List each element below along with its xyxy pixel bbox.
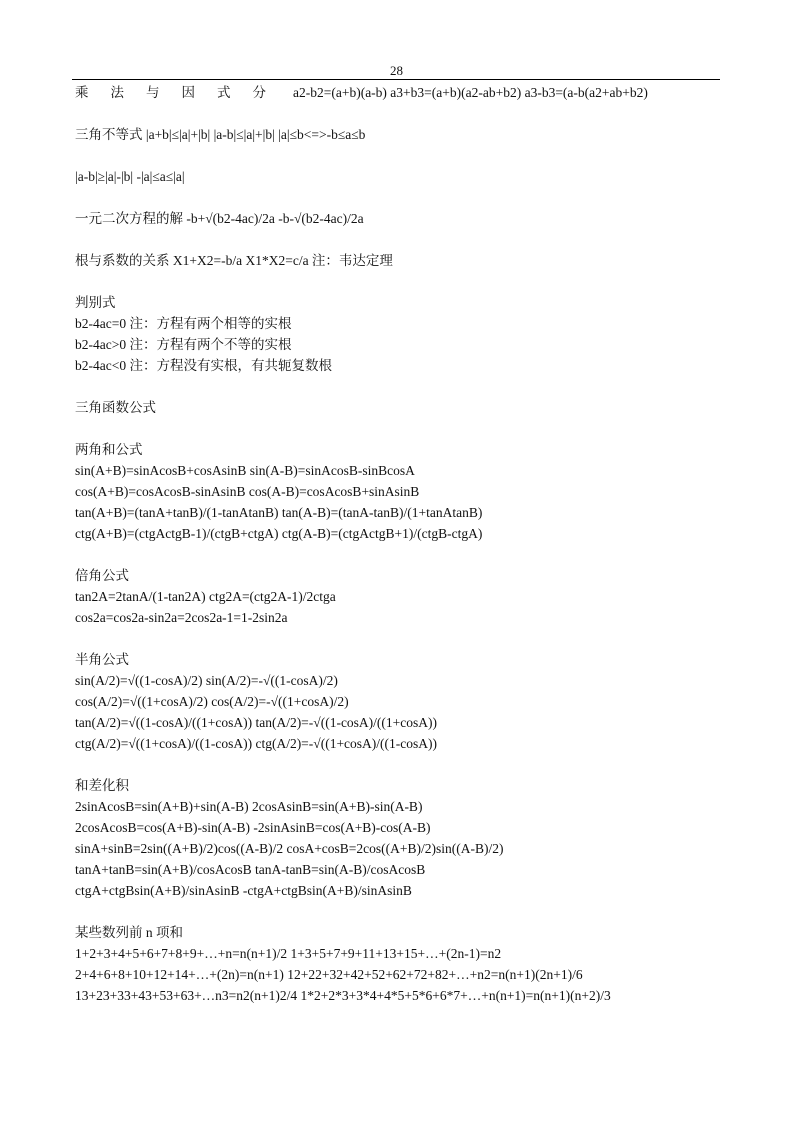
sum-to-product-2: 2cosAcosB=cos(A+B)-sin(A-B) -2sinAsinB=cos(A+B)-cos(A-B) bbox=[75, 820, 431, 835]
document-body bbox=[75, 82, 735, 1006]
sum-formula-tan: tan(A+B)=(tanA+tanB)/(1-tanAtanB) tan(A-B)=(tanA-tanB)/(1+tanAtanB) bbox=[75, 505, 483, 520]
sum-to-product-4: tanA+tanB=sin(A+B)/cosAcosB tanA-tanB=sin(A-B)/cosAcosB bbox=[75, 862, 426, 877]
series-sum-3: 13+23+33+43+53+63+…n3=n2(n+1)2/4 1*2+2*3+3*4+4*5+5*6+6*7+…+n(n+1)=n(n+1)(n+2)/3 bbox=[75, 988, 611, 1003]
quadratic-solution-line: 一元二次方程的解 -b+√(b2-4ac)/2a -b-√(b2-4ac)/2a bbox=[75, 211, 364, 226]
half-angle-heading: 半角公式 bbox=[75, 652, 129, 667]
double-angle-heading: 倍角公式 bbox=[75, 568, 129, 583]
discriminant-zero-line: b2-4ac=0 注：方程有两个相等的实根 bbox=[75, 316, 292, 331]
factorization-heading: 乘法与因式分 bbox=[75, 85, 288, 100]
header-rule bbox=[72, 79, 720, 80]
half-angle-ctg: ctg(A/2)=√((1+cosA)/((1-cosA)) ctg(A/2)=-√((1+cosA)/((1-cosA)) bbox=[75, 736, 438, 751]
series-sum-1: 1+2+3+4+5+6+7+8+9+…+n=n(n+1)/2 1+3+5+7+9+11+13+15+…+(2n-1)=n2 bbox=[75, 946, 502, 961]
vieta-line: 根与系数的关系 X1+X2=-b/a X1*X2=c/a 注：韦达定理 bbox=[75, 253, 393, 268]
sum-to-product-heading: 和差化积 bbox=[75, 778, 129, 793]
series-sum-2: 2+4+6+8+10+12+14+…+(2n)=n(n+1) 12+22+32+42+52+62+72+82+…+n2=n(n+1)(2n+1)/6 bbox=[75, 967, 583, 982]
triangle-inequality-line: 三角不等式 |a+b|≤|a|+|b| |a-b|≤|a|+|b| |a|≤b<=>-b≤a≤b bbox=[75, 127, 366, 142]
sum-to-product-1: 2sinAcosB=sin(A+B)+sin(A-B) 2cosAsinB=sin(A+B)-sin(A-B) bbox=[75, 799, 423, 814]
discriminant-positive-line: b2-4ac>0 注：方程有两个不等的实根 bbox=[75, 337, 292, 352]
series-sum-heading: 某些数列前 n 项和 bbox=[75, 925, 183, 940]
abs-inequality-line: |a-b|≥|a|-|b| -|a|≤a≤|a| bbox=[75, 169, 185, 184]
sum-formula-heading: 两角和公式 bbox=[75, 442, 143, 457]
sum-formula-sin: sin(A+B)=sinAcosB+cosAsinB sin(A-B)=sinAcosB-sinBcosA bbox=[75, 463, 415, 478]
factorization-formulas: a2-b2=(a+b)(a-b) a3+b3=(a+b)(a2-ab+b2) a3-b3=(a-b(a2+ab+b2) bbox=[293, 85, 648, 100]
sum-to-product-3: sinA+sinB=2sin((A+B)/2)cos((A-B)/2 cosA+cosB=2cos((A+B)/2)sin((A-B)/2) bbox=[75, 841, 504, 856]
sum-formula-ctg: ctg(A+B)=(ctgActgB-1)/(ctgB+ctgA) ctg(A-B)=(ctgActgB+1)/(ctgB-ctgA) bbox=[75, 526, 483, 541]
double-angle-cos: cos2a=cos2a-sin2a=2cos2a-1=1-2sin2a bbox=[75, 610, 288, 625]
sum-formula-cos: cos(A+B)=cosAcosB-sinAsinB cos(A-B)=cosAcosB+sinAsinB bbox=[75, 484, 420, 499]
double-angle-tan: tan2A=2tanA/(1-tan2A) ctg2A=(ctg2A-1)/2ctga bbox=[75, 589, 336, 604]
half-angle-sin: sin(A/2)=√((1-cosA)/2) sin(A/2)=-√((1-cosA)/2) bbox=[75, 673, 338, 688]
factorization-line bbox=[75, 82, 735, 103]
discriminant-negative-line: b2-4ac<0 注：方程没有实根，有共轭复数根 bbox=[75, 358, 332, 373]
sum-to-product-5: ctgA+ctgBsin(A+B)/sinAsinB -ctgA+ctgBsin(A+B)/sinAsinB bbox=[75, 883, 412, 898]
half-angle-cos: cos(A/2)=√((1+cosA)/2) cos(A/2)=-√((1+cosA)/2) bbox=[75, 694, 349, 709]
discriminant-heading: 判别式 bbox=[75, 295, 116, 310]
half-angle-tan: tan(A/2)=√((1-cosA)/((1+cosA)) tan(A/2)=-√((1-cosA)/((1+cosA)) bbox=[75, 715, 438, 730]
trig-heading: 三角函数公式 bbox=[75, 400, 156, 415]
page-number: 28 bbox=[390, 63, 403, 78]
